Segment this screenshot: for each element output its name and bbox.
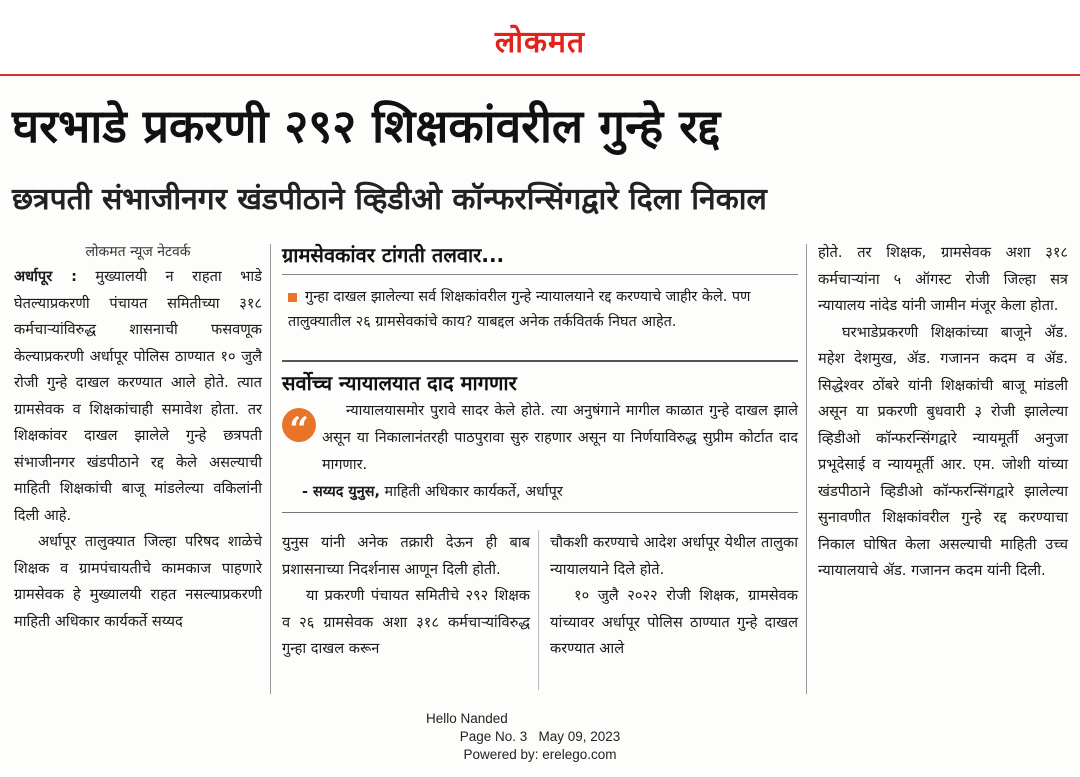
box-1-rule	[282, 274, 798, 275]
column-1-para-2: अर्धापूर तालुक्यात जिल्हा परिषद शाळेचे शिक्षक व ग्रामपंचायतीचे कामकाज पाहणारे ग्रामसेवक हे मुख्यालयी राहत नसल्याप्रकरणी माहिती अधिकार कार्यकर्ते सय्यद	[14, 533, 262, 630]
sidebar-box-1	[282, 240, 798, 335]
footer	[380, 710, 700, 764]
masthead	[0, 0, 1080, 76]
headline: घरभाडे प्रकरणी २९२ शिक्षकांवरील गुन्हे रद्द	[12, 99, 721, 153]
box-1-text: गुन्हा दाखल झालेल्या सर्व शिक्षकांवरील गुन्हे न्यायालयाने रद्द करण्याचे जाहीर केले. पण तालुक्यातील २६ ग्रामसेवकांचे काय? याबद्दल अनेक तर्कवितर्क निघत आहेत.	[288, 289, 751, 330]
column-divider-3	[806, 244, 807, 694]
column-3-para-2: १० जुलै २०२२ रोजी शिक्षक, ग्रामसेवक यांच्यावर अर्धापूर पोलिस ठाण्यात गुन्हे दाखल करण्यात आले	[550, 587, 798, 657]
column-divider	[270, 244, 271, 694]
box-2-attribution	[302, 480, 798, 505]
subheadline: छत्रपती संभाजीनगर खंडपीठाने व्हिडीओ कॉन्फरन्सिंगद्वारे दिला निकाल	[12, 182, 767, 217]
bullet-square-icon	[288, 293, 297, 302]
footer-page: Page No. 3	[459, 729, 528, 744]
column-2-para-1: युनुस यांनी अनेक तक्रारी देऊन ही बाब प्रशासनाच्या निदर्शनास आणून दिली होती.	[282, 534, 530, 578]
column-1	[14, 240, 262, 635]
attribution-role: माहिती अधिकार कार्यकर्ते, अर्धापूर	[379, 484, 563, 500]
column-4-para-2: घरभाडेप्रकरणी शिक्षकांच्या बाजूने ॲड. महेश देशमुख, ॲड. गजानन कदम व ॲड. सिद्धेश्वर ठोंबरे यांनी शिक्षकांची बाजू मांडली असून या प्रकरणी बुधवारी ३ रोजी झालेल्या व्हिडीओ कॉन्फरन्सिंगद्वारे न्यायमूर्ती अनुजा प्रभूदेसाई व न्यायमूर्ती आर. एम. जोशी यांच्या खंडपीठाने व्हिडीओ कॉन्फरन्सिंगद्वारे झालेल्या सुनावणीत शिक्षकांवरील गुन्हे रद्द करण्याचा निकाल घोषित केला असल्याची माहिती उच्च न्यायालयाचे ॲड. गजानन कदम यांनी दिली.	[818, 323, 1068, 579]
column-4-para-1: होते. तर शिक्षक, ग्रामसेवक अशा ३१८ कर्मचाऱ्यांना ५ ऑगस्ट रोजी जिल्हा सत्र न्यायालय नांदेड यांनी जामीन मंजूर केला होता.	[818, 244, 1068, 314]
column-2	[282, 530, 530, 663]
column-2-para-2: या प्रकरणी पंचायत समितीचे २९२ शिक्षक व २६ ग्रामसेवक अशा ३१८ कर्मचाऱ्यांविरुद्ध गुन्हा दाखल करून	[282, 587, 530, 657]
column-4	[818, 240, 1068, 585]
newspaper-logo: लोकमत	[494, 25, 586, 60]
box-bottom-rule	[282, 512, 798, 513]
quote-icon: “	[282, 408, 316, 442]
dateline: अर्धापूर :	[14, 268, 77, 285]
column-1-para-1-text: मुख्यालयी न राहता भाडे घेतल्याप्रकरणी पंचायत समितीच्या ३१८ कर्मचाऱ्यांविरुद्ध शासनाची फसवणूक केल्याप्रकरणी अर्धापूर पोलिस ठाण्यात १० जुलै रोजी गुन्हे दाखल करण्यात आले होते. त्यात ग्रामसेवक व शिक्षकांचाही समावेश होता. तर शिक्षकांवर दाखल झालेले गुन्हे छत्रपती संभाजीनगर खंडपीठाने रद्द केले असल्याची माहिती शिक्षकांची बाजू मांडलेल्या वकिलांनी दिली आहे.	[14, 268, 262, 524]
footer-source: Hello Nanded	[426, 711, 508, 726]
footer-powered-by: Powered by: erelego.com	[463, 747, 617, 762]
box-1-text-block	[282, 285, 798, 335]
column-1-para-1	[14, 264, 262, 529]
attribution-name: - सय्यद युनुस,	[302, 484, 380, 500]
column-3-para-1: चौकशी करण्याचे आदेश अर्धापूर येथील तालुका न्यायालयाने दिले होते.	[550, 534, 798, 578]
footer-page-date	[380, 728, 700, 746]
box-divider	[282, 360, 798, 362]
box-2-quote: न्यायालयासमोर पुरावे सादर केले होते. त्या अनुषंगाने मागील काळात गुन्हे दाखल झाले असून या निकालानंतरही पाठपुरावा सुरु राहणार असून या निर्णयाविरुद्ध सुप्रीम कोर्टात दाद मागणार.	[322, 403, 798, 473]
sidebar-box-2	[282, 368, 798, 398]
box-1-title: ग्रामसेवकांवर टांगती तलवार...	[282, 243, 505, 267]
column-3	[550, 530, 798, 663]
footer-date: May 09, 2023	[538, 729, 621, 744]
box-2-title: सर्वोच्च न्यायालयात दाद मागणार	[282, 371, 517, 395]
byline: लोकमत न्यूज नेटवर्क	[85, 244, 191, 260]
column-divider-2	[538, 530, 539, 690]
